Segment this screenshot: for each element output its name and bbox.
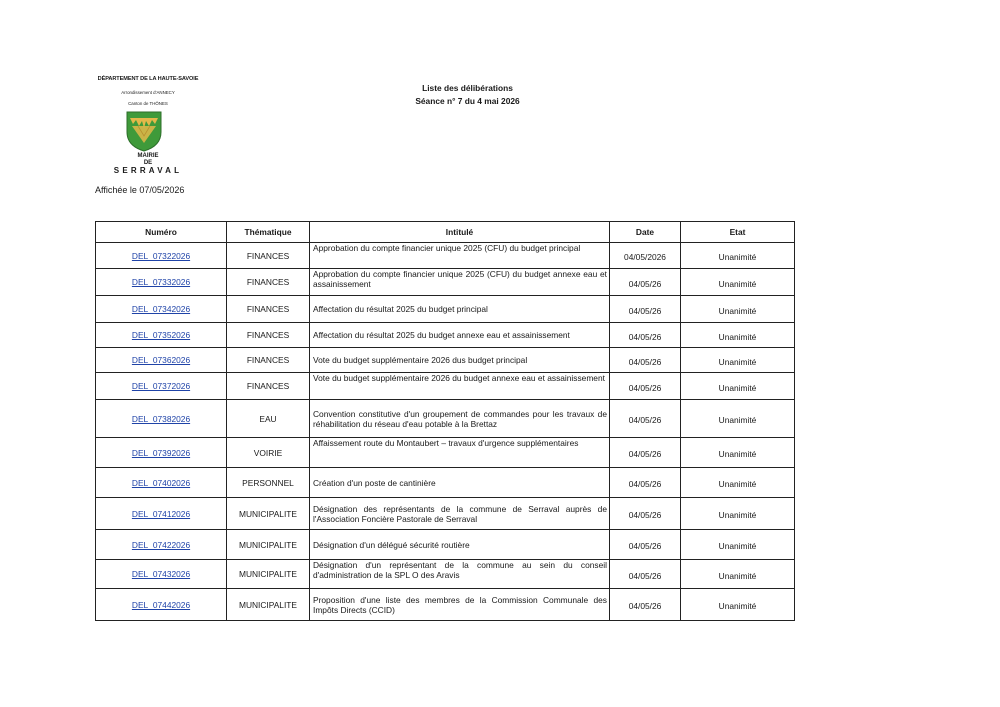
etat-cell: Unanimité: [681, 530, 795, 560]
date-cell: 04/05/2026: [610, 243, 681, 269]
header-thematique: Thématique: [227, 222, 310, 243]
date-cell: 04/05/26: [610, 438, 681, 468]
deliberation-link[interactable]: DEL_07442026: [131, 599, 191, 610]
deliberation-link[interactable]: DEL_07332026: [131, 277, 191, 287]
theme-cell: MUNICIPALITE: [227, 560, 310, 589]
theme-cell: FINANCES: [227, 348, 310, 373]
deliberation-link[interactable]: DEL_07352026: [131, 330, 191, 340]
title-line-1: Liste des délibérations: [422, 83, 513, 93]
table-row: [96, 498, 795, 530]
intitule-cell: Désignation des représentants de la commune de Serraval auprès de l'Association Foncière Pastorale de Serraval: [310, 498, 610, 530]
etat-cell: Unanimité: [681, 323, 795, 348]
header-intitule: Intitulé: [310, 222, 610, 243]
document-title: [380, 82, 555, 108]
deliberation-link[interactable]: DEL_07402026: [131, 477, 191, 488]
theme-cell: MUNICIPALITE: [227, 498, 310, 530]
deliberation-link[interactable]: DEL_07412026: [131, 508, 191, 519]
intitule-cell: Approbation du compte financier unique 2025 (CFU) du budget principal: [310, 243, 610, 269]
date-cell: 04/05/26: [610, 468, 681, 498]
header-numero: Numéro: [96, 222, 227, 243]
intitule-cell: Vote du budget supplémentaire 2026 dus budget principal: [310, 348, 610, 373]
header-date: Date: [610, 222, 681, 243]
date-cell: 04/05/26: [610, 589, 681, 621]
deliberation-link[interactable]: DEL_07422026: [131, 539, 191, 550]
etat-cell: Unanimité: [681, 498, 795, 530]
etat-cell: Unanimité: [681, 438, 795, 468]
theme-cell: FINANCES: [227, 323, 310, 348]
table-row: [96, 323, 795, 348]
theme-cell: MUNICIPALITE: [227, 530, 310, 560]
table-row: [96, 438, 795, 468]
deliberation-link[interactable]: DEL_07432026: [131, 569, 191, 579]
theme-cell: FINANCES: [227, 243, 310, 269]
canton-label: Canton de THÔNES: [128, 101, 168, 106]
intitule-cell: Affaissement route du Montaubert – travaux d'urgence supplémentaires: [310, 438, 610, 468]
date-cell: 04/05/26: [610, 498, 681, 530]
deliberation-link[interactable]: DEL_07342026: [131, 304, 191, 314]
etat-cell: Unanimité: [681, 243, 795, 269]
table-row: [96, 560, 795, 589]
theme-cell: EAU: [227, 400, 310, 438]
table-row: [96, 269, 795, 296]
date-cell: 04/05/26: [610, 269, 681, 296]
date-cell: 04/05/26: [610, 373, 681, 400]
table-row: [96, 348, 795, 373]
arrondissement-label: Arrondissement d'ANNECY: [121, 90, 175, 95]
intitule-cell: Affectation du résultat 2025 du budget annexe eau et assainissement: [310, 323, 610, 348]
deliberation-link[interactable]: DEL_07382026: [131, 413, 191, 424]
etat-cell: Unanimité: [681, 589, 795, 621]
theme-cell: FINANCES: [227, 373, 310, 400]
theme-cell: VOIRIE: [227, 438, 310, 468]
table-row: [96, 373, 795, 400]
commune-name: SERRAVAL: [113, 166, 183, 175]
etat-cell: Unanimité: [681, 468, 795, 498]
table-row: [96, 589, 795, 621]
intitule-cell: Affectation du résultat 2025 du budget principal: [310, 296, 610, 323]
table-row: [96, 400, 795, 438]
etat-cell: Unanimité: [681, 400, 795, 438]
mairie-label: MAIRIE DE: [137, 153, 159, 166]
theme-cell: PERSONNEL: [227, 468, 310, 498]
deliberation-link[interactable]: DEL_07322026: [131, 250, 191, 261]
date-cell: 04/05/26: [610, 560, 681, 589]
etat-cell: Unanimité: [681, 269, 795, 296]
etat-cell: Unanimité: [681, 296, 795, 323]
posting-date: Affichée le 07/05/2026: [95, 185, 185, 195]
deliberation-link[interactable]: DEL_07392026: [131, 447, 191, 458]
intitule-cell: Convention constitutive d'un groupement de commandes pour les travaux de réhabilitation du réseau d'eau potable à la Brettaz: [310, 400, 610, 438]
intitule-cell: Proposition d'une liste des membres de la Commission Communale des Impôts Directs (CCID): [310, 589, 610, 621]
deliberations-table: [95, 221, 795, 621]
theme-cell: MUNICIPALITE: [227, 589, 310, 621]
etat-cell: Unanimité: [681, 348, 795, 373]
title-line-2: Séance n° 7 du 4 mai 2026: [415, 96, 520, 106]
deliberation-link[interactable]: DEL_07372026: [131, 381, 191, 391]
date-cell: 04/05/26: [610, 348, 681, 373]
intitule-cell: Création d'un poste de cantinière: [310, 468, 610, 498]
date-cell: 04/05/26: [610, 296, 681, 323]
department-name: DÉPARTEMENT DE LA HAUTE-SAVOIE: [97, 76, 199, 82]
deliberation-link[interactable]: DEL_07362026: [131, 355, 191, 365]
table-row: [96, 530, 795, 560]
table-row: [96, 296, 795, 323]
intitule-cell: Approbation du compte financier unique 2025 (CFU) du budget annexe eau et assainissement: [310, 269, 610, 296]
table-row: [96, 468, 795, 498]
date-cell: 04/05/26: [610, 530, 681, 560]
date-cell: 04/05/26: [610, 323, 681, 348]
intitule-cell: Vote du budget supplémentaire 2026 du budget annexe eau et assainissement: [310, 373, 610, 400]
date-cell: 04/05/26: [610, 400, 681, 438]
intitule-cell: Désignation d'un délégué sécurité routière: [310, 530, 610, 560]
table-row: [96, 243, 795, 269]
header-etat: Etat: [681, 222, 795, 243]
theme-cell: FINANCES: [227, 296, 310, 323]
coat-of-arms-icon: [124, 110, 164, 152]
table-header-row: [96, 222, 795, 243]
theme-cell: FINANCES: [227, 269, 310, 296]
etat-cell: Unanimité: [681, 560, 795, 589]
intitule-cell: Désignation d'un représentant de la commune au sein du conseil d'administration de la SPL O des Aravis: [310, 560, 610, 589]
etat-cell: Unanimité: [681, 373, 795, 400]
